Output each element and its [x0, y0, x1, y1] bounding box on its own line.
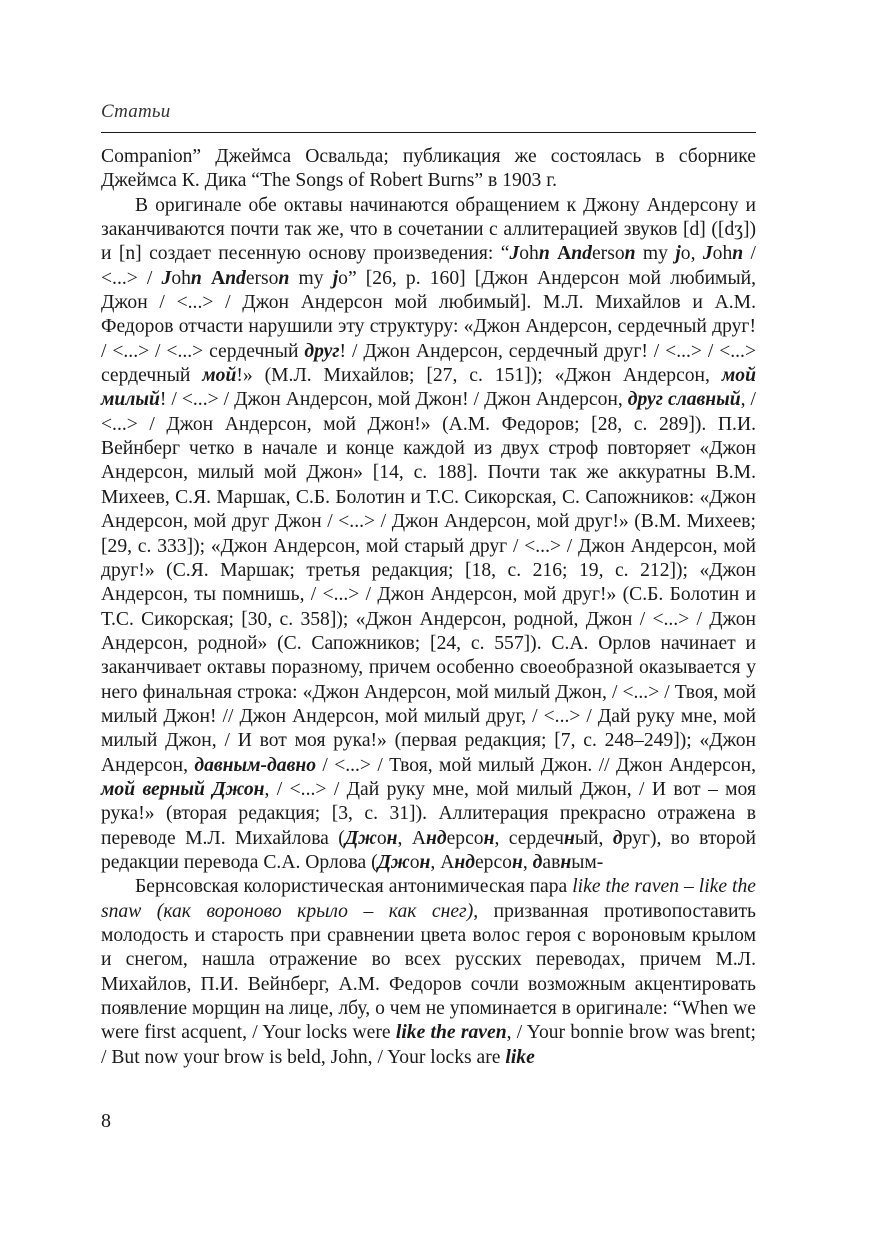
emphasis-run: Дж	[377, 851, 410, 873]
text-run: В оригинале обе октавы начинаются обращением к Джону Андерсону и заканчиваются почти так же, что в сочетании с аллитерацией звуков [d] ([dʒ]) и [n] создает песенную основу произведения: “	[101, 194, 756, 265]
emphasis-run: J	[509, 243, 520, 265]
text-run: ! / <...> / Джон Андерсон, мой Джон! / Джон Андерсон,	[159, 389, 628, 411]
italic-run: like the raven – like the snaw (как вороново крыло – как снег)	[101, 876, 756, 922]
emphasis-run: nd	[225, 267, 246, 289]
emphasis-run: н	[483, 827, 495, 849]
text-run: oh	[519, 243, 539, 265]
paragraph-3	[101, 875, 756, 1070]
header-rule	[101, 132, 756, 133]
emphasis-run: n	[624, 243, 636, 265]
emphasis-run: мой верный Джон	[101, 778, 265, 800]
emphasis-run: J	[161, 267, 172, 289]
emphasis-run: n	[278, 267, 290, 289]
text-run: erso	[245, 267, 279, 289]
emphasis-run: n	[732, 243, 744, 265]
text-run: , А	[430, 851, 455, 873]
emphasis-run: A	[210, 267, 226, 289]
emphasis-run: д	[612, 827, 623, 849]
text-run: my	[635, 243, 676, 265]
emphasis-run: н	[560, 851, 572, 873]
emphasis-run: J	[702, 243, 713, 265]
body-text	[101, 145, 756, 1070]
emphasis-run: like the raven	[395, 1022, 507, 1044]
text-run: Бернсовская колористическая антонимическая пара	[135, 876, 573, 898]
emphasis-run: друг славный	[627, 389, 741, 411]
emphasis-run: j	[332, 267, 339, 289]
text-run: erso	[591, 243, 625, 265]
text-run: ! / Джон Андерсон, сердечный друг! / <...> / <...> сердечный	[101, 340, 756, 387]
text-run: руг), во второй редакции перевода С.А. Орлова (	[101, 827, 757, 873]
text-run: , / <...> / Дай руку мне, мой милый Джон, / И вот – моя рука!» (вторая редакция; [3, с. 31]). Аллитерация прекрасно отражена в переводе М.Л. Михайлова (	[101, 778, 756, 849]
text-run: / <...> /	[101, 243, 756, 289]
emphasis-run: нд	[454, 851, 475, 873]
text-run: ,	[522, 851, 533, 873]
running-head: Статьи	[101, 101, 171, 122]
text-run: ерсо	[446, 827, 484, 849]
emphasis-run: н	[419, 851, 431, 873]
emphasis-run: друг	[304, 340, 340, 362]
emphasis-run: нд	[426, 827, 447, 849]
text-run: my	[289, 267, 333, 289]
text-run: Companion” Джеймса Освальда; публикация же состоялась в сборнике Джеймса К. Дика “The Songs of Robert Burns” в 1903 г.	[101, 146, 756, 192]
text-run	[202, 268, 211, 289]
emphasis-run: A	[557, 243, 572, 265]
emphasis-run: like	[505, 1046, 535, 1068]
page-number: 8	[101, 1110, 111, 1132]
emphasis-run: j	[675, 243, 681, 265]
emphasis-run: н	[511, 851, 523, 873]
text-run: !» (М.Л. Михайлов; [27, с. 151]); «Джон Андерсон,	[236, 365, 722, 387]
emphasis-run: n	[190, 267, 202, 289]
text-run: , призванная противопоставить молодость и старость при сравнении цвета волос героя с вороновым крылом и снегом, нашла отражение во всех русских переводах, причем М.Л. Михайлов, П.И. Вейнберг, А.М. Федоров сочли возможным акцентировать появление морщин на лице, лбу, о чем не упоминается в оригинале: “When we were first acquent, / Your locks were	[101, 900, 756, 1044]
text-run: ав	[542, 851, 561, 873]
text-run: ерсо	[474, 851, 512, 873]
emphasis-run: мой	[202, 365, 237, 387]
emphasis-run: давным-давно	[194, 754, 316, 776]
emphasis-run: н	[386, 827, 398, 849]
emphasis-run: мой милый	[101, 365, 756, 411]
text-run: o”	[338, 267, 357, 289]
text-run: ым-	[571, 851, 604, 873]
paragraph-2	[101, 194, 756, 876]
emphasis-run: n	[538, 243, 550, 265]
emphasis-run: н	[564, 827, 575, 849]
paragraph-1	[101, 145, 756, 194]
emphasis-run: nd	[571, 243, 592, 265]
text-run: о	[376, 827, 387, 849]
text-run: ый,	[574, 827, 613, 849]
text-run: oh	[171, 267, 191, 289]
text-run: , сердеч	[494, 827, 564, 849]
text-run: , / <...> / Джон Андерсон, мой Джон!» (А.М. Федоров; [28, с. 289]). П.И. Вейнберг четко в начале и конце каждой из двух строф повторяет «Джон Андерсон, милый мой Джон» [14, с. 188]. Почти так же аккуратны В.М. Михеев, С.Я. Маршак, С.Б. Болотин и Т.С. Сикорская, С. Сапожников: «Джон Андерсон, мой друг Джон / <...> / Джон Андерсон, мой друг!» (В.М. Михеев; [29, с. 333]); «Джон Андерсон, мой старый друг / <...> / Джон Андерсон, мой друг!» (С.Я. Маршак; третья редакция; [18, с. 216; 19, с. 212]); «Джон Андерсон, ты помнишь, / <...> / Джон Андерсон, мой друг!» (С.Б. Болотин и Т.С. Сикорская; [30, с. 358]); «Джон Андерсон, родной, Джон / <...> / Джон Андерсон, родной» (С. Сапожников; [24, с. 557]). С.А. Орлов начинает и заканчивает октавы поразному, причем особенно своеобразной оказывается у него финальная строка: «Джон Андерсон, мой милый Джон, / <...> / Твоя, мой милый Джон! // Джон Андерсон, мой милый друг, / <...> / Дай руку мне, мой милый Джон, / И вот моя рука!» (первая редакция; [7, с. 248–249]); «Джон Андерсон,	[101, 389, 756, 776]
text-run: oh	[712, 243, 733, 265]
emphasis-run: Дж	[344, 827, 377, 849]
text-run: , / Your bonnie brow was brent; / But now your brow is beld, John, / Your locks are	[101, 1022, 756, 1068]
text-run: / <...> / Твоя, мой милый Джон. // Джон Андерсон,	[316, 754, 757, 776]
text-run: [26, p. 160] [Джон Андерсон мой любимый, Джон / <...> / Джон Андерсон мой любимый]. М.Л. Михайлов и А.М. Федоров отчасти нарушили эту структуру: «Джон Андерсон, сердечный друг! / <...> / <...> сердечный	[101, 267, 756, 362]
text-run: o,	[680, 243, 703, 265]
emphasis-run: д	[532, 851, 543, 873]
text-run: о	[409, 851, 420, 873]
text-run: , А	[397, 827, 426, 849]
